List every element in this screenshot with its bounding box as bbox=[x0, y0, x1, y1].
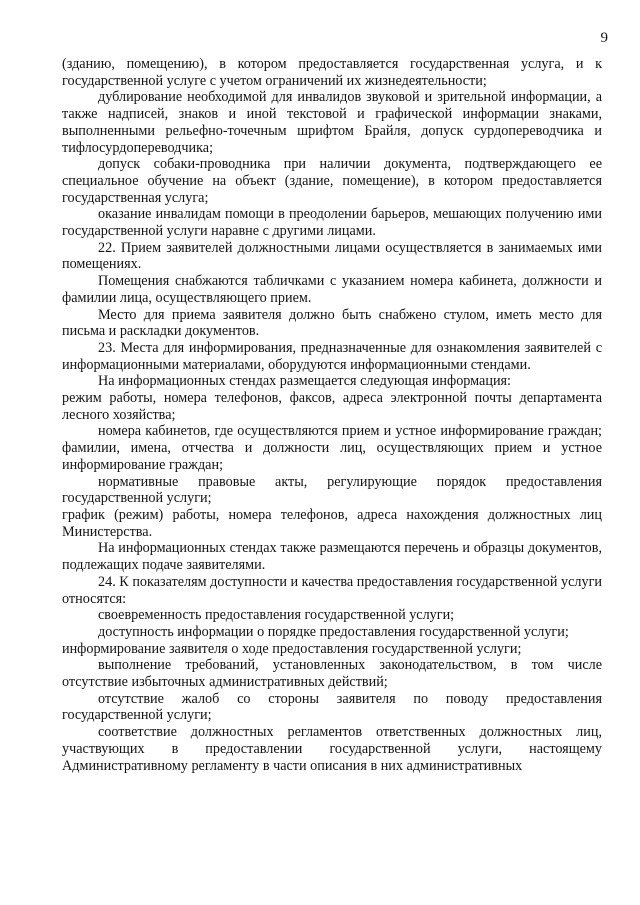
paragraph-15: 24. К показателям доступности и качества предоставления государственной услуги относятся: bbox=[62, 573, 602, 607]
paragraph-14: На информационных стендах также размещаются перечень и образцы документов, подлежащих подаче заявителями. bbox=[62, 540, 602, 574]
paragraph-9: На информационных стендах размещается следующая информация: bbox=[98, 373, 512, 390]
paragraph-1: (зданию, помещению), в котором предоставляется государственная услуга, и к государственной услуге с учетом ограничений их жизнедеятельности; bbox=[62, 56, 602, 89]
paragraph-7: Место для приема заявителя должно быть снабжено стулом, иметь место для письма и раскладки документов. bbox=[62, 306, 602, 340]
paragraph-17: доступность информации о порядке предоставления государственной услуги; bbox=[98, 623, 569, 640]
paragraph-20: отсутствие жалоб со стороны заявителя по поводу предоставления государственной услуги; bbox=[62, 690, 602, 724]
paragraph-5: 22. Прием заявителей должностными лицами осуществляется в занимаемых ими помещениях. bbox=[62, 239, 602, 273]
paragraph-12: нормативные правовые акты, регулирующие порядок предоставления государственной услуги; bbox=[62, 473, 602, 507]
paragraph-8: 23. Места для информирования, предназначенные для ознакомления заявителей с информационными материалами, оборудуются информационными стендами. bbox=[62, 339, 602, 373]
paragraph-2: дублирование необходимой для инвалидов звуковой и зрительной информации, а также надписей, знаков и иной текстовой и графической информации знаками, выполненными рельефно-точечным шрифтом Брайля, допуск сурдопереводчика и тифлосурдопереводчика; bbox=[62, 89, 602, 156]
paragraph-4: оказание инвалидам помощи в преодолении барьеров, мешающих получению ими государственной услуги наравне с другими лицами. bbox=[62, 206, 602, 240]
paragraph-10: режим работы, номера телефонов, факсов, адреса электронной почты департамента лесного хозяйства; bbox=[62, 390, 602, 423]
paragraph-6: Помещения снабжаются табличками с указанием номера кабинета, должности и фамилии лица, осуществляющего прием. bbox=[62, 273, 602, 306]
paragraph-16: своевременность предоставления государственной услуги; bbox=[98, 607, 455, 624]
document-body bbox=[62, 56, 602, 774]
page-number: 9 bbox=[600, 30, 608, 46]
paragraph-18: информирование заявителя о ходе предоставления государственной услуги; bbox=[62, 640, 522, 657]
paragraph-13: график (режим) работы, номера телефонов, адреса нахождения должностных лиц Министерства. bbox=[62, 506, 602, 540]
paragraph-19: выполнение требований, установленных законодательством, в том числе отсутствие избыточных административных действий; bbox=[62, 657, 602, 691]
paragraph-21: соответствие должностных регламентов ответственных должностных лиц, участвующих в предоставлении государственной услуги, настоящему Административному регламенту в части описания в них административных bbox=[62, 724, 602, 774]
paragraph-3: допуск собаки-проводника при наличии документа, подтверждающего ее специальное обучение на объект (здание, помещение), в котором предоставляется государственная услуга; bbox=[62, 156, 602, 206]
paragraph-11: номера кабинетов, где осуществляются прием и устное информирование граждан; фамилии, имена, отчества и должности лиц, осуществляющих прием и устное информирование граждан; bbox=[62, 423, 602, 473]
